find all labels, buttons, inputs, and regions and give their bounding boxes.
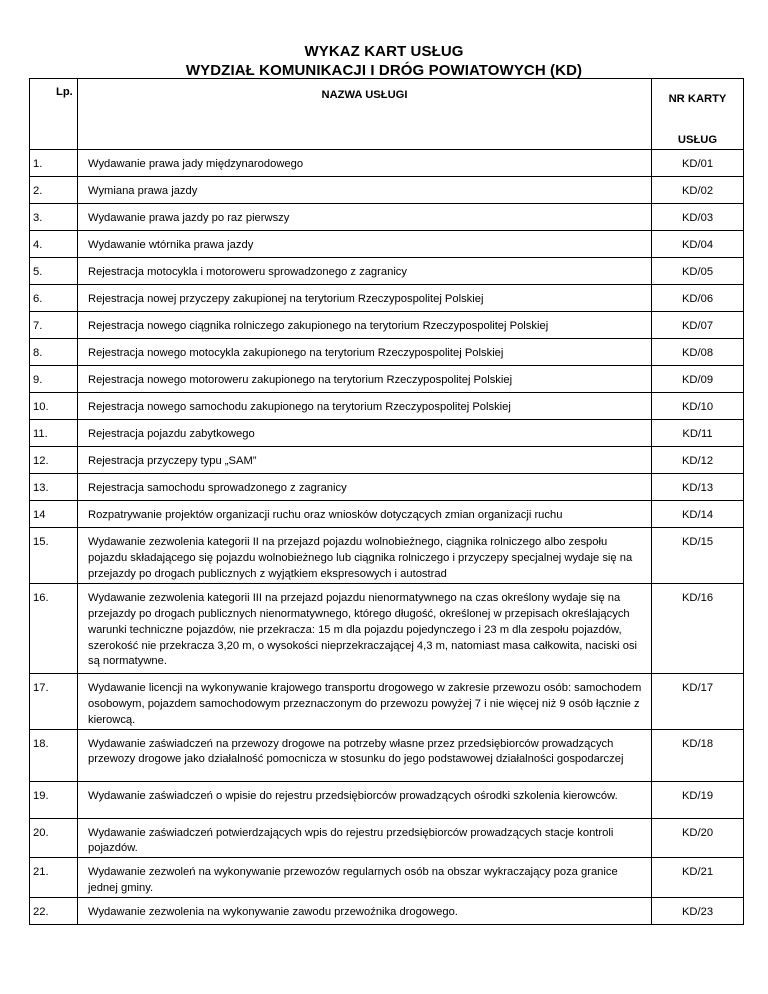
page-subtitle: WYDZIAŁ KOMUNIKACJI I DRÓG POWIATOWYCH (KD) bbox=[185, 62, 583, 79]
table-row bbox=[30, 420, 744, 447]
card-number-cell: KD/23 bbox=[652, 898, 744, 925]
row-number-cell: 10. bbox=[30, 393, 78, 420]
header-card-number-line1: NR KARTY bbox=[668, 93, 727, 105]
table-row bbox=[30, 393, 744, 420]
service-name-cell: Wydawanie licencji na wykonywanie krajowego transportu drogowego w zakresie przewozu osób: samochodem osobowym, pojazdem samochodowym przeznaczonym do przewozu powyżej 7 i nie więcej niż 9 osób łącznie z kierowcą. bbox=[78, 673, 652, 729]
service-name-cell: Wymiana prawa jazdy bbox=[78, 177, 652, 204]
row-number-cell: 9. bbox=[30, 366, 78, 393]
table-row bbox=[30, 583, 744, 673]
row-number-cell: 20. bbox=[30, 818, 78, 858]
header-card-number bbox=[652, 79, 744, 150]
table-row bbox=[30, 150, 744, 177]
card-number-cell: KD/07 bbox=[652, 312, 744, 339]
card-number-cell: KD/12 bbox=[652, 447, 744, 474]
table-row bbox=[30, 231, 744, 258]
service-name-cell: Rejestracja motocykla i motoroweru sprowadzonego z zagranicy bbox=[78, 258, 652, 285]
row-number-cell: 11. bbox=[30, 420, 78, 447]
service-name-cell: Rejestracja nowego motocykla zakupionego na terytorium Rzeczypospolitej Polskiej bbox=[78, 339, 652, 366]
service-name-cell: Wydawanie zezwolenia kategorii II na przejazd pojazdu wolnobieżnego, ciągnika rolniczego albo zespołu pojazdu składającego się pojazdu wolnobieżnego lub ciągnika rolniczego i przyczepy specjalnej wydaje się na przejazdy po drogach publicznych z wyjątkiem ekspresowych i autostrad bbox=[78, 528, 652, 584]
row-number-cell: 22. bbox=[30, 898, 78, 925]
service-name-cell: Wydawanie wtórnika prawa jazdy bbox=[78, 231, 652, 258]
service-name-cell: Rejestracja nowego ciągnika rolniczego zakupionego na terytorium Rzeczypospolitej Polskiej bbox=[78, 312, 652, 339]
row-number-cell: 18. bbox=[30, 729, 78, 781]
row-number-cell: 6. bbox=[30, 285, 78, 312]
card-number-cell: KD/05 bbox=[652, 258, 744, 285]
table-row bbox=[30, 366, 744, 393]
table-row bbox=[30, 818, 744, 858]
card-number-cell: KD/10 bbox=[652, 393, 744, 420]
service-name-cell: Rejestracja nowego samochodu zakupionego na terytorium Rzeczypospolitej Polskiej bbox=[78, 393, 652, 420]
table-row bbox=[30, 729, 744, 781]
service-name-cell: Wydawanie prawa jady międzynarodowego bbox=[78, 150, 652, 177]
header-service-name: NAZWA USŁUGI bbox=[78, 79, 652, 150]
card-number-cell: KD/15 bbox=[652, 528, 744, 584]
table-row bbox=[30, 285, 744, 312]
table-row bbox=[30, 447, 744, 474]
card-number-cell: KD/14 bbox=[652, 501, 744, 528]
service-name-cell: Wydawanie prawa jazdy po raz pierwszy bbox=[78, 204, 652, 231]
service-name-cell: Wydawanie zaświadczeń o wpisie do rejestru przedsiębiorców prowadzących ośrodki szkolenia kierowców. bbox=[78, 781, 652, 818]
row-number-cell: 21. bbox=[30, 858, 78, 898]
row-number-cell: 19. bbox=[30, 781, 78, 818]
row-number-cell: 12. bbox=[30, 447, 78, 474]
header-lp: Lp. bbox=[30, 79, 78, 150]
service-name-cell: Wydawanie zaświadczeń na przewozy drogowe na potrzeby własne przez przedsiębiorców prowadzących przewozy drogowe jako działalność pomocnicza w stosunku do jego podstawowej działalności gospodarczej bbox=[78, 729, 652, 781]
card-number-cell: KD/01 bbox=[652, 150, 744, 177]
table-row bbox=[30, 474, 744, 501]
service-name-cell: Rejestracja pojazdu zabytkowego bbox=[78, 420, 652, 447]
service-name-cell: Wydawanie zezwoleń na wykonywanie przewozów regularnych osób na obszar wykraczający poza granice jednej gminy. bbox=[78, 858, 652, 898]
table-row bbox=[30, 781, 744, 818]
card-number-cell: KD/18 bbox=[652, 729, 744, 781]
row-number-cell: 13. bbox=[30, 474, 78, 501]
table-row bbox=[30, 177, 744, 204]
row-number-cell: 8. bbox=[30, 339, 78, 366]
service-name-cell: Wydawanie zaświadczeń potwierdzających wpis do rejestru przedsiębiorców prowadzących stacje kontroli pojazdów. bbox=[78, 818, 652, 858]
table-row bbox=[30, 898, 744, 925]
table-row bbox=[30, 528, 744, 584]
table-row bbox=[30, 204, 744, 231]
row-number-cell: 5. bbox=[30, 258, 78, 285]
card-number-cell: KD/16 bbox=[652, 583, 744, 673]
service-name-cell: Rejestracja nowej przyczepy zakupionej na terytorium Rzeczypospolitej Polskiej bbox=[78, 285, 652, 312]
card-number-cell: KD/20 bbox=[652, 818, 744, 858]
table-header-row bbox=[30, 79, 744, 150]
card-number-cell: KD/17 bbox=[652, 673, 744, 729]
services-table bbox=[29, 78, 744, 925]
table-row bbox=[30, 339, 744, 366]
table-row bbox=[30, 673, 744, 729]
table-row bbox=[30, 501, 744, 528]
card-number-cell: KD/19 bbox=[652, 781, 744, 818]
row-number-cell: 2. bbox=[30, 177, 78, 204]
card-number-cell: KD/04 bbox=[652, 231, 744, 258]
page-title: WYKAZ KART USŁUG bbox=[304, 43, 464, 60]
table-row bbox=[30, 312, 744, 339]
row-number-cell: 4. bbox=[30, 231, 78, 258]
table-row bbox=[30, 258, 744, 285]
service-name-cell: Rejestracja przyczepy typu „SAM” bbox=[78, 447, 652, 474]
header-card-number-line2: USŁUG bbox=[677, 133, 718, 146]
service-name-cell: Wydawanie zezwolenia kategorii III na przejazd pojazdu nienormatywnego na czas określony wydaje się na przejazdy po drogach publicznych nienormatywnego, którego długość, określonej w przepisach określających warunki techniczne pojazdów, nie przekracza: 15 m dla pojazdu pojedynczego i 23 m dla zespołu pojazdów, szerokość nie przekracza 3,20 m, o wysokości nieprzekraczającej 4,3 m, natomiast masa całkowita, naciski osi są normatywne. bbox=[78, 583, 652, 673]
service-name-cell: Wydawanie zezwolenia na wykonywanie zawodu przewoźnika drogowego. bbox=[78, 898, 652, 925]
card-number-cell: KD/08 bbox=[652, 339, 744, 366]
table-row bbox=[30, 858, 744, 898]
service-name-cell: Rozpatrywanie projektów organizacji ruchu oraz wniosków dotyczących zmian organizacji ruchu bbox=[78, 501, 652, 528]
row-number-cell: 17. bbox=[30, 673, 78, 729]
service-name-cell: Rejestracja nowego motoroweru zakupionego na terytorium Rzeczypospolitej Polskiej bbox=[78, 366, 652, 393]
row-number-cell: 16. bbox=[30, 583, 78, 673]
row-number-cell: 7. bbox=[30, 312, 78, 339]
card-number-cell: KD/06 bbox=[652, 285, 744, 312]
card-number-cell: KD/21 bbox=[652, 858, 744, 898]
card-number-cell: KD/13 bbox=[652, 474, 744, 501]
row-number-cell: 14 bbox=[30, 501, 78, 528]
row-number-cell: 1. bbox=[30, 150, 78, 177]
card-number-cell: KD/03 bbox=[652, 204, 744, 231]
row-number-cell: 15. bbox=[30, 528, 78, 584]
card-number-cell: KD/02 bbox=[652, 177, 744, 204]
row-number-cell: 3. bbox=[30, 204, 78, 231]
card-number-cell: KD/09 bbox=[652, 366, 744, 393]
service-name-cell: Rejestracja samochodu sprowadzonego z zagranicy bbox=[78, 474, 652, 501]
card-number-cell: KD/11 bbox=[652, 420, 744, 447]
